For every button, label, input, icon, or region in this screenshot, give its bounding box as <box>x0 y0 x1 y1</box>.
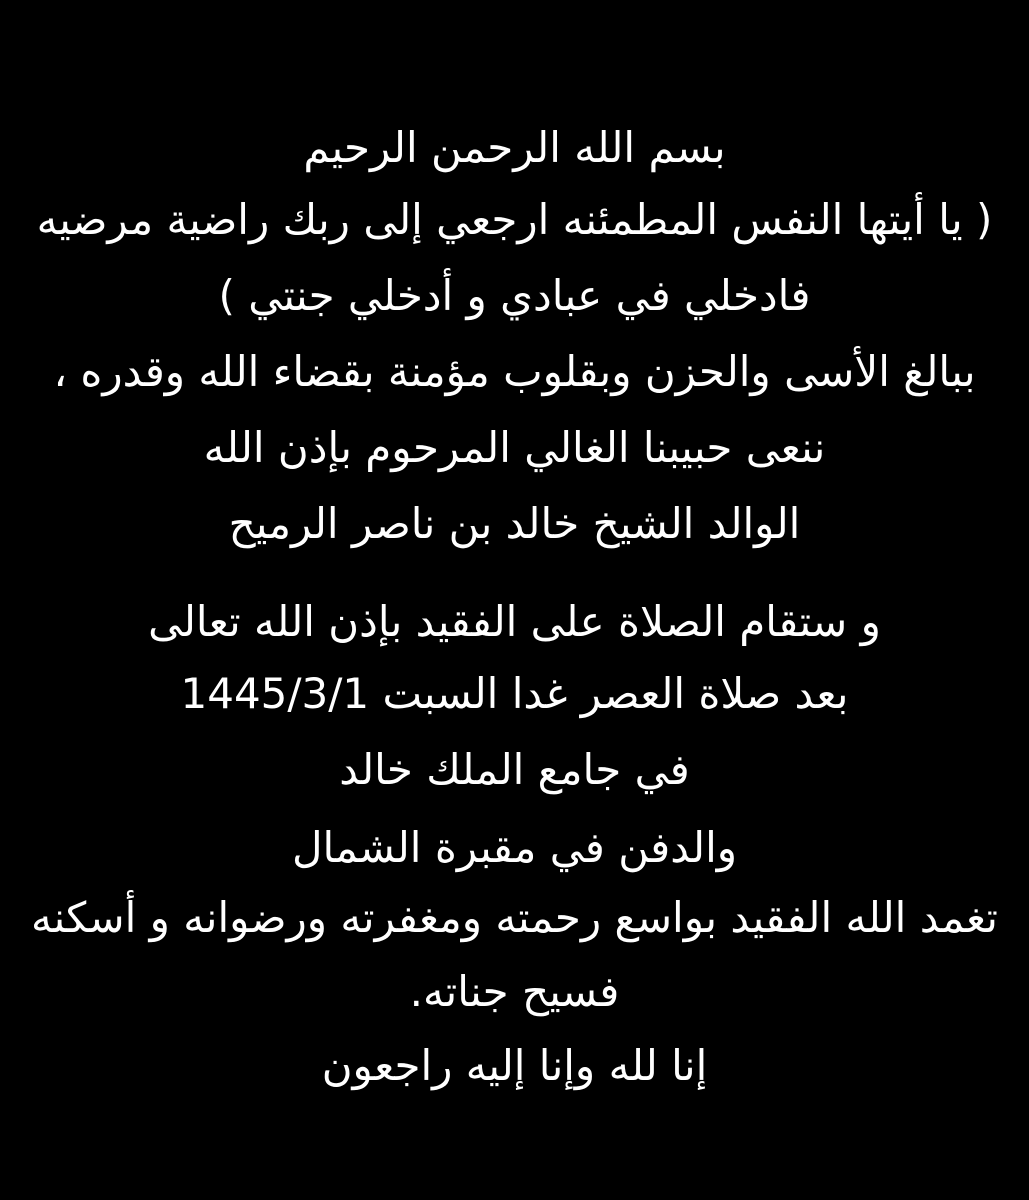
quran-verse-line-2: فادخلي في عبادي و أدخلي جنتي ) <box>218 271 811 320</box>
prayer-for-mercy-line-2: فسيح جناته. <box>409 967 620 1016</box>
condolence-intro-line: ببالغ الأسى والحزن وبقلوب مؤمنة بقضاء الله وقدره ، <box>53 347 976 396</box>
closing-line: إنا لله وإنا إليه راجعون <box>321 1041 708 1090</box>
deceased-name-line: الوالد الشيخ خالد بن ناصر الرميح <box>228 499 801 548</box>
prayer-notice-line: و ستقام الصلاة على الفقيد بإذن الله تعالى <box>148 597 881 646</box>
quran-verse-line-1: ( يا أيتها النفس المطمئنه ارجعي إلى ربك راضية مرضيه <box>36 195 993 244</box>
mosque-line: في جامع الملك خالد <box>339 745 690 794</box>
burial-line: والدفن في مقبرة الشمال <box>291 823 738 872</box>
prayer-time-line: بعد صلاة العصر غدا السبت 1445/3/1 <box>180 669 849 718</box>
prayer-for-mercy-line-1: تغمد الله الفقيد بواسع رحمته ومغفرته ورضوانه و أسكنه <box>31 893 998 942</box>
basmala-line: بسم الله الرحمن الرحيم <box>303 123 726 172</box>
announcement-line: ننعى حبيبنا الغالي المرحوم بإذن الله <box>203 423 826 472</box>
